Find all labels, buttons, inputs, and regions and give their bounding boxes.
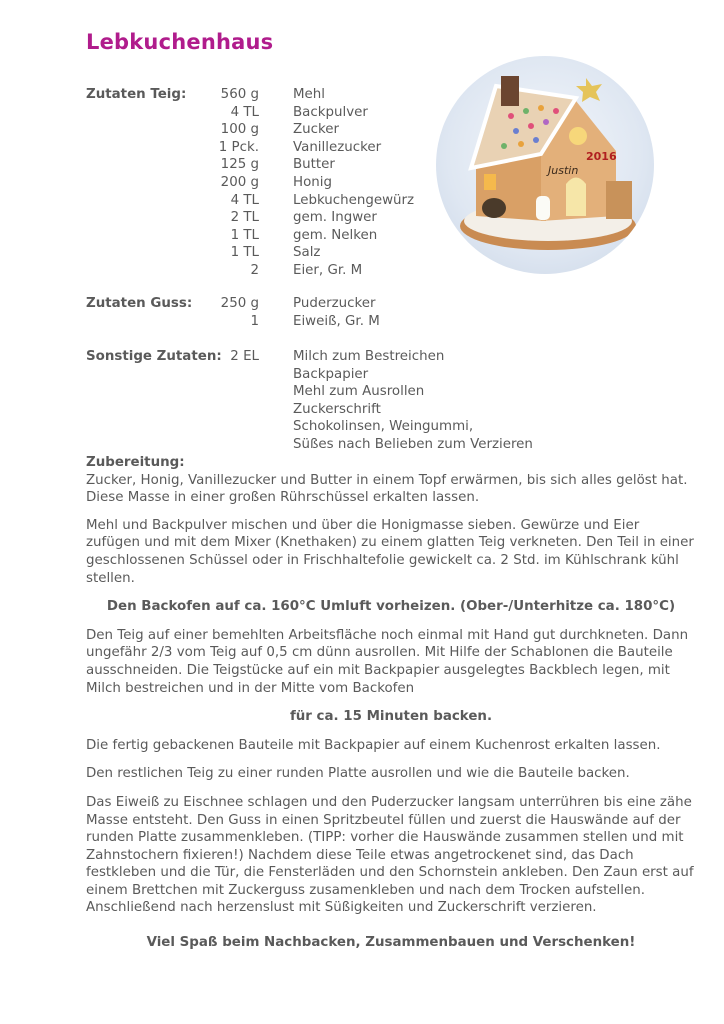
ingredient-row xyxy=(86,295,380,313)
ingredient-amount: 2 EL xyxy=(230,349,259,364)
ingredient-name: Salz xyxy=(293,245,321,261)
ingredient-row xyxy=(86,121,414,139)
ingredient-name: Backpapier xyxy=(293,366,369,382)
section-label: Zutaten Teig: xyxy=(86,87,187,102)
ingredient-name: Eiweiß, Gr. M xyxy=(293,313,380,329)
ingredient-row xyxy=(86,244,414,262)
svg-text:2016: 2016 xyxy=(586,150,617,163)
section-label: Zutaten Guss: xyxy=(86,296,193,311)
ingredient-name: Lebkuchengewürz xyxy=(293,192,415,208)
ingredients-icing xyxy=(86,295,380,330)
ingredient-amount: 250 g xyxy=(220,296,259,311)
gingerbread-house-icon xyxy=(436,56,654,274)
ingredient-amount: 1 Pck. xyxy=(218,139,259,155)
preparation-step: Den restlichen Teig zu einer runden Platte ausrollen und wie die Bauteile backen. xyxy=(86,766,630,782)
ingredient-row xyxy=(86,209,414,227)
ingredient-row xyxy=(86,348,533,366)
section-label: Sonstige Zutaten: xyxy=(86,349,222,364)
ingredient-name: Mehl xyxy=(293,87,325,102)
ingredient-name: Vanillezucker xyxy=(293,139,382,155)
oven-instruction: Den Backofen auf ca. 160°C Umluft vorheizen. (Ober-/Unterhitze ca. 180°C) xyxy=(106,599,676,615)
ingredient-amount: 4 TL xyxy=(230,104,259,120)
ingredient-amount: 4 TL xyxy=(230,192,259,208)
preparation-step: Mehl und Backpulver mischen und über die Honigmasse sieben. Gewürze und Eier zufügen und mit dem Mixer (Knethaken) zu einem glatten Teig verkneten. Den Teil in einer geschlossenen Schüssel oder in Frischhaltefolie gewickelt ca. 2 Std. im Kühlschrank kühl stellen. xyxy=(86,517,694,586)
page-title: Lebkuchenhaus xyxy=(86,30,274,54)
ingredient-name: Schokolinsen, Weingummi, xyxy=(293,419,474,435)
gingerbread-house-photo xyxy=(436,56,654,274)
ingredients-dough xyxy=(86,86,414,280)
ingredient-amount: 2 xyxy=(250,262,259,278)
ingredient-amount: 100 g xyxy=(220,122,259,138)
ingredient-amount: 125 g xyxy=(220,157,259,173)
ingredient-name: Backpulver xyxy=(293,104,368,120)
ingredient-row xyxy=(86,436,533,454)
ingredient-row xyxy=(86,313,380,331)
ingredient-name: Puderzucker xyxy=(293,296,376,311)
preparation-step: Das Eiweiß zu Eischnee schlagen und den Puderzucker langsam unterrühren bis eine zähe Masse entsteht. Den Guss in einen Spritzbeutel füllen und zuerst die Hauswände auf der runden Platte zusammenkleben. (TIPP: vorher die Hauswände zusammen stellen und mit Zahnstochern fixieren!) Nachdem diese Teile etwas angetrockenet sind, das Dach festkleben und die Tür, die Fensterläden und den Schornstein ankleben. Den Zaun erst auf einem Brettchen mit Zuckerguss zusamenkleben und nach dem Trocken aufstellen. Anschließend nach herzenslust mit Süßigkeiten und Zuckerschrift verzieren. xyxy=(86,794,694,916)
ingredient-row xyxy=(86,156,414,174)
ingredient-amount: 1 TL xyxy=(230,245,259,261)
ingredient-amount: 200 g xyxy=(220,174,259,190)
ingredient-amount: 2 TL xyxy=(230,210,259,226)
ingredient-name: Süßes nach Belieben zum Verzieren xyxy=(293,436,533,452)
closing-line: Viel Spaß beim Nachbacken, Zusammenbauen und Verschenken! xyxy=(146,935,636,951)
ingredient-amount: 560 g xyxy=(220,87,259,102)
ingredient-row xyxy=(86,366,533,384)
svg-text:Justin: Justin xyxy=(548,164,579,177)
ingredient-row xyxy=(86,227,414,245)
ingredient-row xyxy=(86,139,414,157)
ingredient-name: Zucker xyxy=(293,122,340,138)
preparation-heading: Zubereitung: xyxy=(86,455,185,470)
ingredients-other xyxy=(86,348,533,454)
ingredient-row xyxy=(86,262,414,280)
ingredient-row xyxy=(86,192,414,210)
ingredient-name: Eier, Gr. M xyxy=(293,262,363,278)
ingredient-row xyxy=(86,174,414,192)
ingredient-name: gem. Ingwer xyxy=(293,210,377,226)
ingredient-name: Butter xyxy=(293,157,335,173)
ingredient-name: gem. Nelken xyxy=(293,227,378,243)
ingredient-amount: 1 TL xyxy=(230,227,259,243)
ingredient-row xyxy=(86,86,414,104)
bake-instruction: für ca. 15 Minuten backen. xyxy=(289,709,493,725)
preparation-step: Die fertig gebackenen Bauteile mit Backpapier auf einem Kuchenrost erkalten lassen. xyxy=(86,737,661,753)
ingredient-name: Zuckerschrift xyxy=(293,401,381,417)
preparation-step: Den Teig auf einer bemehlten Arbeitsfläche noch einmal mit Hand gut durchkneten. Dann ungefähr 2/3 vom Teig auf 0,5 cm dünn ausrollen. Mit Hilfe der Schablonen die Bauteile ausschneiden. Die Teigstücke auf ein mit Backpapier ausgelegtes Backblech legen, mit Milch bestreichen und in der Mitte vom Backofen xyxy=(86,627,689,696)
ingredient-amount: 1 xyxy=(250,313,259,329)
preparation xyxy=(86,454,696,952)
ingredient-name: Milch zum Bestreichen xyxy=(293,349,445,364)
preparation-step: Zucker, Honig, Vanillezucker und Butter in einem Topf erwärmen, bis sich alles gelöst hat. Diese Masse in einer großen Rührschüssel erkalten lassen. xyxy=(86,472,688,506)
ingredient-name: Honig xyxy=(293,174,332,190)
ingredient-row xyxy=(86,401,533,419)
ingredient-name: Mehl zum Ausrollen xyxy=(293,384,425,400)
ingredient-row xyxy=(86,104,414,122)
ingredient-row xyxy=(86,418,533,436)
ingredient-row xyxy=(86,383,533,401)
